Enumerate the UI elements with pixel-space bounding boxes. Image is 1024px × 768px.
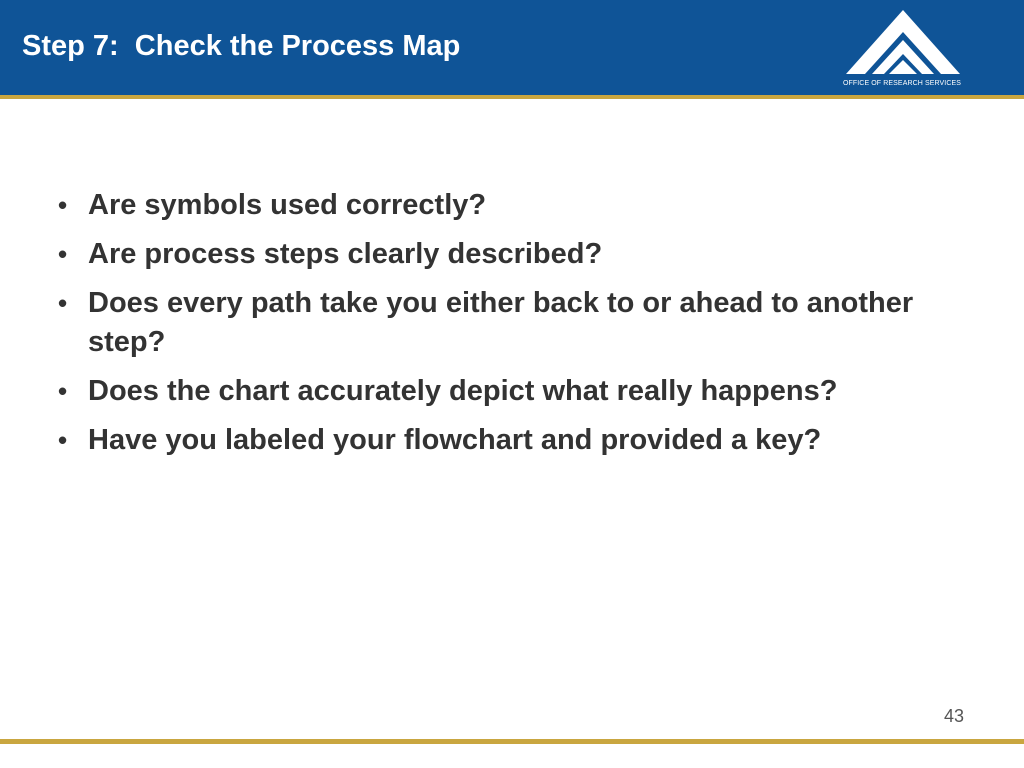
bullet-list (58, 186, 978, 470)
bullet-marker: • (58, 425, 68, 455)
header-gold-rule (0, 95, 1024, 99)
ors-logo (838, 8, 966, 92)
bullet-text: Are process steps clearly described? (88, 238, 603, 270)
footer-gold-rule (0, 739, 1024, 744)
bullet-marker: • (58, 190, 68, 220)
bullet-text: Are symbols used correctly? (88, 189, 487, 221)
slide-title: Step 7: Check the Process Map (22, 30, 461, 62)
bullet-text: Does every path take you either back to or ahead to another step? (88, 287, 914, 358)
bullet-item (58, 186, 978, 225)
logo-caption: OFFICE OF RESEARCH SERVICES (842, 80, 962, 87)
bullet-item (58, 372, 978, 411)
bullet-item (58, 284, 978, 362)
bullet-marker: • (58, 288, 68, 318)
bullet-item (58, 235, 978, 274)
page-number: 43 (943, 706, 964, 726)
bullet-text: Does the chart accurately depict what really happens? (88, 375, 838, 407)
bullet-text: Have you labeled your flowchart and provided a key? (88, 424, 822, 456)
header-bar (0, 0, 1024, 95)
bullet-marker: • (58, 376, 68, 406)
ors-chevron-logo-icon (844, 8, 962, 76)
bullet-item (58, 421, 978, 460)
bullet-marker: • (58, 239, 68, 269)
